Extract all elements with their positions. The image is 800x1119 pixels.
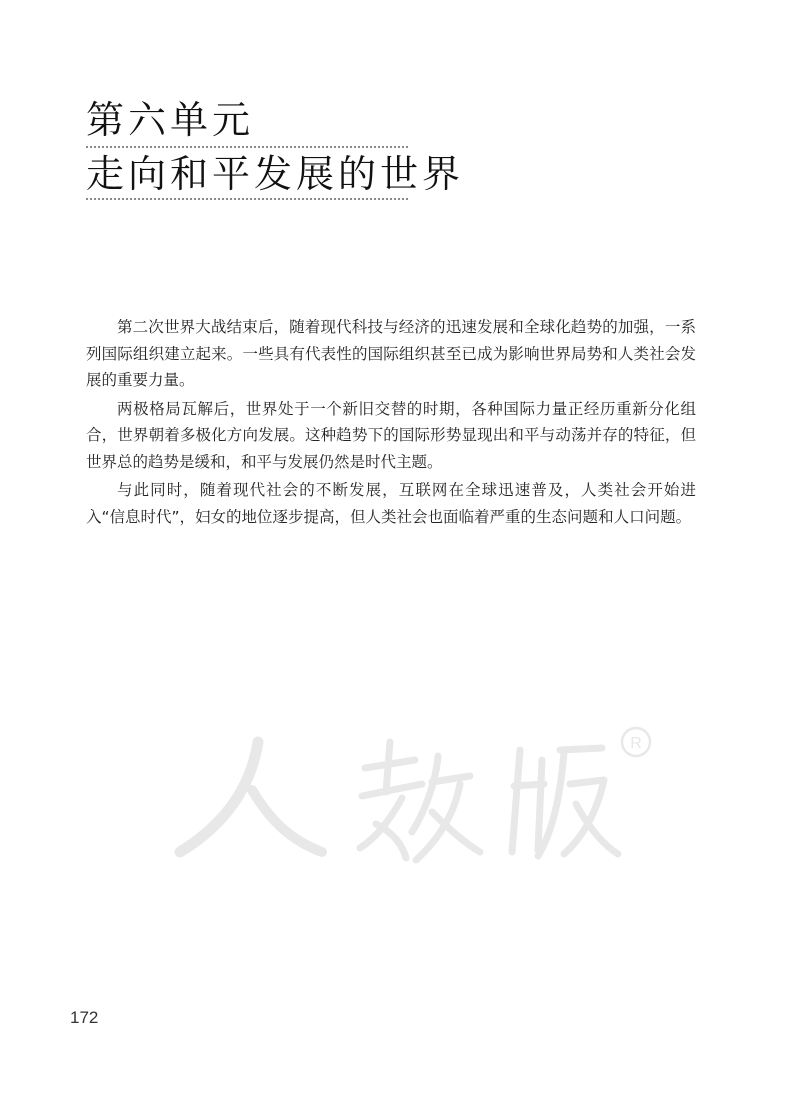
publisher-watermark-logo (140, 720, 660, 890)
unit-introduction (86, 314, 696, 532)
unit-title: 走向和平发展的世界 (86, 152, 465, 196)
page-number: 172 (70, 1008, 99, 1027)
paragraph: 两极格局瓦解后，世界处于一个新旧交替的时期，各种国际力量正经历重新分化组合，世界朝着多极化方向发展。这种趋势下的国际形势显现出和平与动荡并存的特征，但世界总的趋势是缓和，和平与发展仍然是时代主题。 (86, 399, 696, 471)
header-dotted-rule (86, 198, 408, 200)
unit-number: 第六单元 (86, 98, 255, 142)
paragraph: 第二次世界大战结束后，随着现代科技与经济的迅速发展和全球化趋势的加强，一系列国际组织建立起来。一些具有代表性的国际组织甚至已成为影响世界局势和人类社会发展的重要力量。 (86, 318, 696, 389)
header-dotted-rule (86, 146, 408, 148)
svg-text:R: R (630, 735, 642, 752)
unit-header (86, 98, 465, 200)
paragraph: 与此同时，随着现代社会的不断发展，互联网在全球迅速普及，人类社会开始进入“信息时代”，妇女的地位逐步提高，但人类社会也面临着严重的生态问题和人口问题。 (86, 481, 696, 526)
